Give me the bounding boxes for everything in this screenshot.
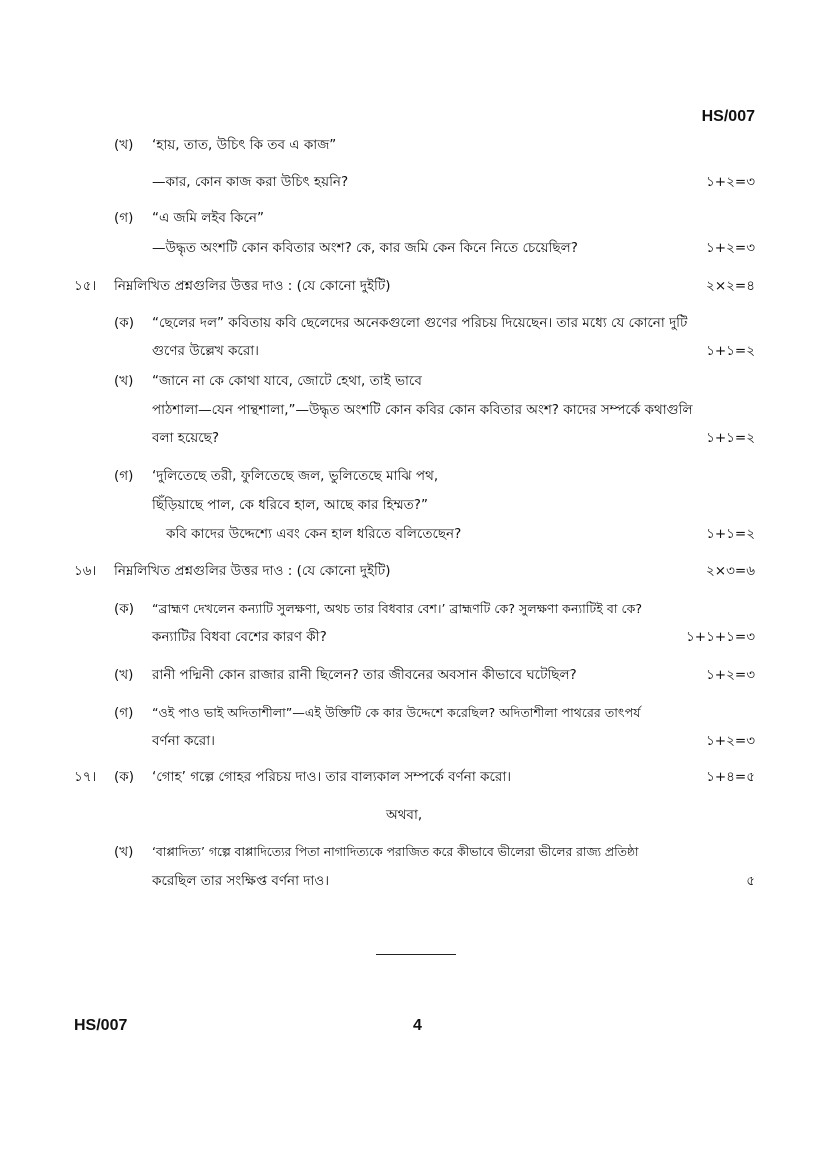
- q14-kha-quote: ‘হায়, তাত, উচিৎ কি তব এ কাজ”: [152, 137, 337, 153]
- q14-kha-marks: ১+২=৩: [706, 174, 755, 190]
- q16-ga-label: (গ): [114, 705, 134, 721]
- q15-ka-line1: “ছেলের দল” কবিতায় কবি ছেলেদের অনেকগুলো গুণের পরিচয় দিয়েছেন। তার মধ্যে যে কোনো দুটি: [152, 315, 688, 331]
- q17-kha-line1: ‘বাপ্পাদিত্য’ গল্পে বাপ্পাদিত্যের পিতা নাগাদিত্যকে পরাজিত করে কীভাবে ভীলেরা ভীলের রাজ্য প্রতিষ্ঠা: [152, 845, 639, 859]
- q17-kha-label: (খ): [114, 844, 134, 860]
- q16-ka-marks: ১+১+১=৩: [686, 629, 755, 645]
- q17-ka-label: (ক): [114, 769, 134, 785]
- footer-paper-code: HS/007: [74, 1017, 128, 1034]
- q17-number: ১৭।: [74, 769, 97, 785]
- header-paper-code: HS/007: [701, 108, 755, 125]
- q15-instruction: নিম্নলিখিত প্রশ্নগুলির উত্তর দাও : (যে কোনো দুইটি): [114, 278, 391, 294]
- q14-ga-marks: ১+২=৩: [706, 240, 755, 256]
- q15-number: ১৫।: [74, 278, 97, 294]
- q14-ga-quote: “এ জমি লইব কিনে”: [152, 210, 264, 226]
- q15-kha-marks: ১+১=২: [706, 430, 755, 446]
- q17-ka-marks: ১+৪=৫: [706, 769, 755, 785]
- q14-ga-question: —উদ্ধৃত অংশটি কোন কবিতার অংশ? কে, কার জমি কেন কিনে নিতে চেয়েছিল?: [152, 240, 578, 256]
- q15-marks: ২×২=৪: [706, 278, 755, 294]
- q15-kha-line2: পাঠশালা—যেন পান্থশালা,”—উদ্ধৃত অংশটি কোন কবির কোন কবিতার অংশ? কাদের সম্পর্কে কথাগুলি: [152, 402, 693, 418]
- q15-ga-line2: ছিঁড়িয়াছে পাল, কে ধরিবে হাল, আছে কার হিম্মত?”: [152, 497, 428, 513]
- q15-ka-marks: ১+১=২: [706, 343, 755, 359]
- q16-kha-marks: ১+২=৩: [706, 667, 755, 683]
- q14-ga-label: (গ): [114, 210, 134, 226]
- q17-or: অথবা,: [386, 807, 423, 823]
- q15-ga-label: (গ): [114, 468, 134, 484]
- q16-ga-line2: বর্ণনা করো।: [152, 733, 215, 749]
- q16-marks: ২×৩=৬: [706, 563, 755, 579]
- q15-ka-label: (ক): [114, 315, 134, 331]
- q15-kha-label: (খ): [114, 373, 134, 389]
- q15-kha-line3: বলা হয়েছে?: [152, 430, 220, 446]
- q16-kha-line1: রানী পদ্মিনী কোন রাজার রানী ছিলেন? তার জীবনের অবসান কীভাবে ঘটেছিল?: [152, 667, 577, 683]
- q15-ga-line3: কবি কাদের উদ্দেশ্যে এবং কেন হাল ধরিতে বলিতেছেন?: [166, 526, 462, 542]
- q15-ga-marks: ১+১=২: [706, 526, 755, 542]
- q14-kha-question: —কার, কোন কাজ করা উচিৎ হয়নি?: [152, 174, 349, 190]
- q16-ka-line1: “ব্রাহ্মণ দেখলেন কন্যাটি সুলক্ষণা, অথচ তার বিধবার বেশ।’ ব্রাহ্মণটি কে? সুলক্ষণা কন্যাটিই বা কে?: [152, 601, 643, 616]
- q15-ga-line1: ‘দুলিতেছে তরী, ফুলিতেছে জল, ভুলিতেছে মাঝি পথ,: [152, 468, 439, 484]
- q16-number: ১৬।: [74, 563, 97, 579]
- q17-kha-line2: করেছিল তার সংক্ষিপ্ত বর্ণনা দাও।: [152, 873, 330, 889]
- q15-ka-line2: গুণের উল্লেখ করো।: [152, 343, 260, 359]
- q16-ka-label: (ক): [114, 601, 134, 617]
- q16-kha-label: (খ): [114, 667, 134, 683]
- q17-ka-line1: ‘গোহ’ গল্পে গোহর পরিচয় দাও। তার বাল্যকাল সম্পর্কে বর্ণনা করো।: [152, 769, 512, 785]
- q16-ga-line1: “ওই পাও ভাই অদিতাশীলা”—এই উক্তিটি কে কার উদ্দেশে করেছিল? অদিতাশীলা পাথরের তাৎপর্য: [152, 705, 641, 720]
- end-rule: [376, 954, 456, 955]
- footer-page-number: 4: [413, 1017, 422, 1034]
- q14-kha-label: (খ): [114, 137, 134, 153]
- q16-instruction: নিম্নলিখিত প্রশ্নগুলির উত্তর দাও : (যে কোনো দুইটি): [114, 563, 391, 579]
- q15-kha-line1: “জানে না কে কোথা যাবে, জোটে হেথা, তাই ভাবে: [152, 373, 422, 389]
- q17-kha-marks: ৫: [746, 873, 755, 889]
- q16-ga-marks: ১+২=৩: [706, 733, 755, 749]
- q16-ka-line2: কন্যাটির বিধবা বেশের কারণ কী?: [152, 629, 327, 645]
